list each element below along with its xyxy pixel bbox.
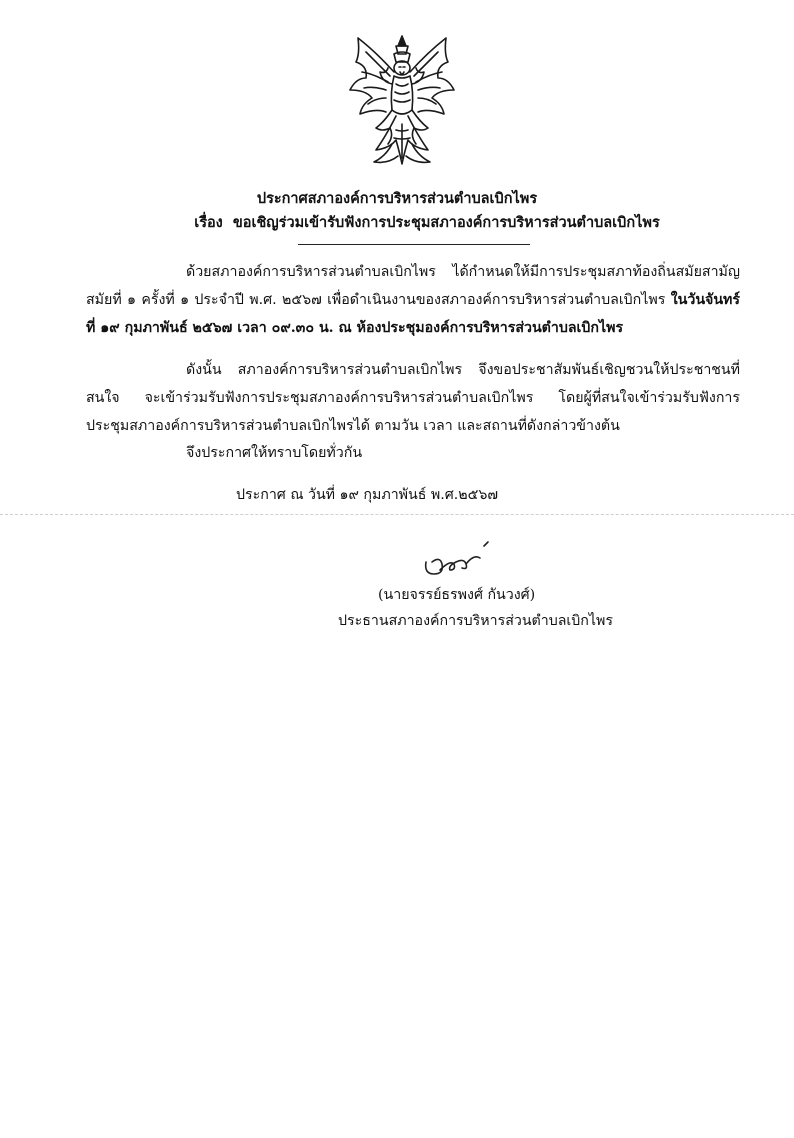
signer-name: (นายจรรย์ธรพงศ์ กันวงศ์) — [378, 587, 536, 603]
announcement-subject — [30, 212, 794, 234]
paragraph-invitation — [86, 356, 740, 440]
subject-text: ขอเชิญร่วมเข้ารับฟังการประชุมสภาองค์การบริหารส่วนตำบลเบิกไพร — [232, 214, 660, 231]
announcement-date: ประกาศ ณ วันที่ ๑๙ กุมภาพันธ์ พ.ศ.๒๕๖๗ — [236, 487, 499, 503]
closing-statement: จึงประกาศให้ทราบโดยทั่วกัน — [186, 445, 363, 461]
title-underline — [298, 244, 530, 245]
paragraph-meeting-details — [86, 258, 740, 342]
garuda-emblem-icon — [346, 32, 458, 170]
signer-position: ประธานสภาองค์การบริหารส่วนตำบลเบิกไพร — [338, 613, 613, 629]
paragraph2-text: ดังนั้น สภาองค์การบริหารส่วนตำบลเบิกไพร จึงขอประชาสัมพันธ์เชิญชวนให้ประชาชนที่สนใจ จะเข้าร่วมรับฟังการประชุมสภาองค์การบริหารส่วนตำบลเบิกไพร โดยผู้ที่สนใจเข้าร่วมรับฟังการประชุมสภาองค์การบริหารส่วนตำบลเบิกไพรได้ ตามวัน เวลา และสถานที่ดังกล่าวข้างต้น — [86, 362, 740, 434]
signature-icon — [420, 540, 500, 580]
scan-fold-line — [0, 514, 794, 515]
subject-prefix: เรื่อง — [194, 214, 223, 231]
paragraph1-text: ด้วยสภาองค์การบริหารส่วนตำบลเบิกไพร ได้กำหนดให้มีการประชุมสภาท้องถิ่นสมัยสามัญ สมัยที่ ๑ ครั้งที่ ๑ ประจำปี พ.ศ. ๒๕๖๗ เพื่อดำเนินงานของสภาองค์การบริหารส่วนตำบลเบิกไพร — [86, 264, 740, 308]
paragraph1-bold-text: ในวันจันทร์ ที่ ๑๙ กุมภาพันธ์ ๒๕๖๗ เวลา ๐๙.๓๐ น. ณ ห้องประชุมองค์การบริหารส่วนตำบลเบิกไพร — [86, 292, 741, 336]
announcement-title: ประกาศสภาองค์การบริหารส่วนตำบลเบิกไพร — [256, 190, 538, 207]
